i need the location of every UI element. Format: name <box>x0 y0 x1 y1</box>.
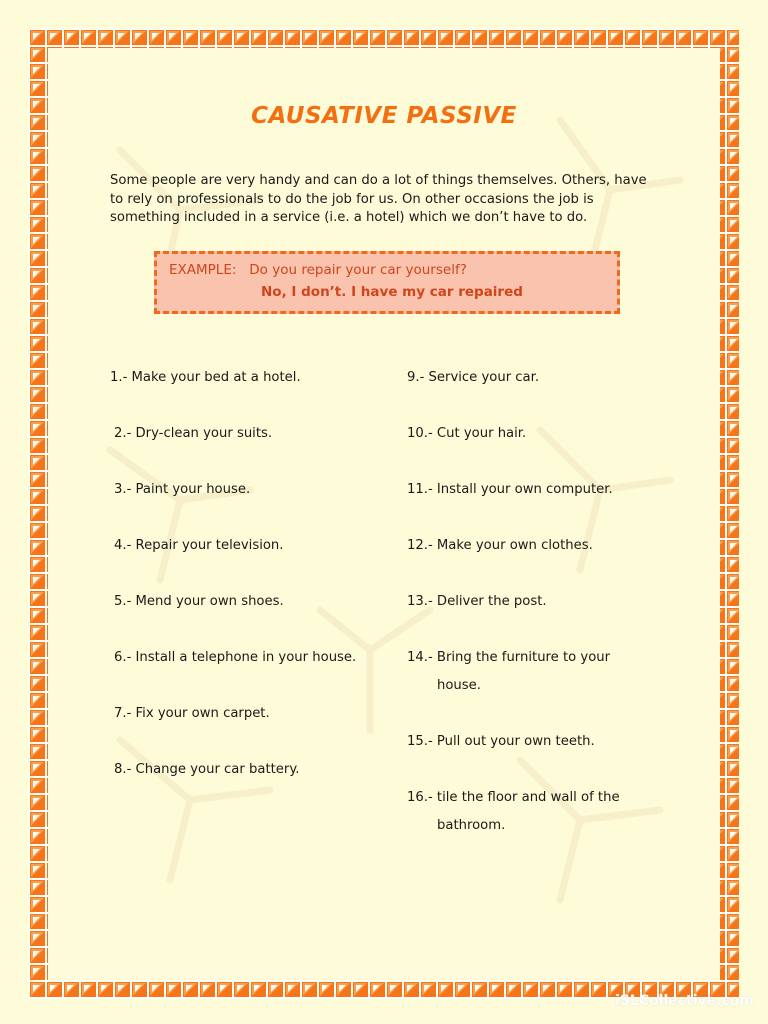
exercise-item-14-continued: house. <box>437 678 481 693</box>
exercise-item-7: 7.- Fix your own carpet. <box>114 706 270 721</box>
exercise-item-11: 11.- Install your own computer. <box>407 482 613 497</box>
example-box <box>154 251 620 314</box>
exercise-item-15: 15.- Pull out your own teeth. <box>407 734 595 749</box>
exercise-item-14: 14.- Bring the furniture to your <box>407 650 611 665</box>
exercise-item-12: 12.- Make your own clothes. <box>407 538 593 553</box>
example-question-line <box>169 262 467 278</box>
exercise-item-2: 2.- Dry-clean your suits. <box>114 426 273 441</box>
exercise-item-9: 9.- Service your car. <box>407 370 540 385</box>
exercise-item-6: 6.- Install a telephone in your house. <box>114 650 357 665</box>
exercise-item-3: 3.- Paint your house. <box>114 482 251 497</box>
watermark: iSLCollective.com <box>614 993 754 1009</box>
example-label: EXAMPLE: <box>169 262 237 278</box>
exercise-item-1: 1.- Make your bed at a hotel. <box>110 370 301 385</box>
page-title: CAUSATIVE PASSIVE <box>251 103 517 129</box>
exercise-item-8: 8.- Change your car battery. <box>114 762 300 777</box>
exercise-item-10: 10.- Cut your hair. <box>407 426 527 441</box>
example-question: Do you repair your car yourself? <box>249 262 467 278</box>
exercise-item-16-continued: bathroom. <box>437 818 506 833</box>
exercise-item-16: 16.- tile the floor and wall of the <box>407 790 620 805</box>
exercise-item-5: 5.- Mend your own shoes. <box>114 594 284 609</box>
intro-paragraph: Some people are very handy and can do a lot of things themselves. Others, have to rely on professionals to do the job for us. On other occasions the job is something included in a service (i.e. a hotel) which we don’t have to do. <box>110 173 647 225</box>
exercise-item-4: 4.- Repair your television. <box>114 538 284 553</box>
example-answer: No, I don’t. I have my car repaired <box>261 284 523 300</box>
exercise-item-13: 13.- Deliver the post. <box>407 594 547 609</box>
